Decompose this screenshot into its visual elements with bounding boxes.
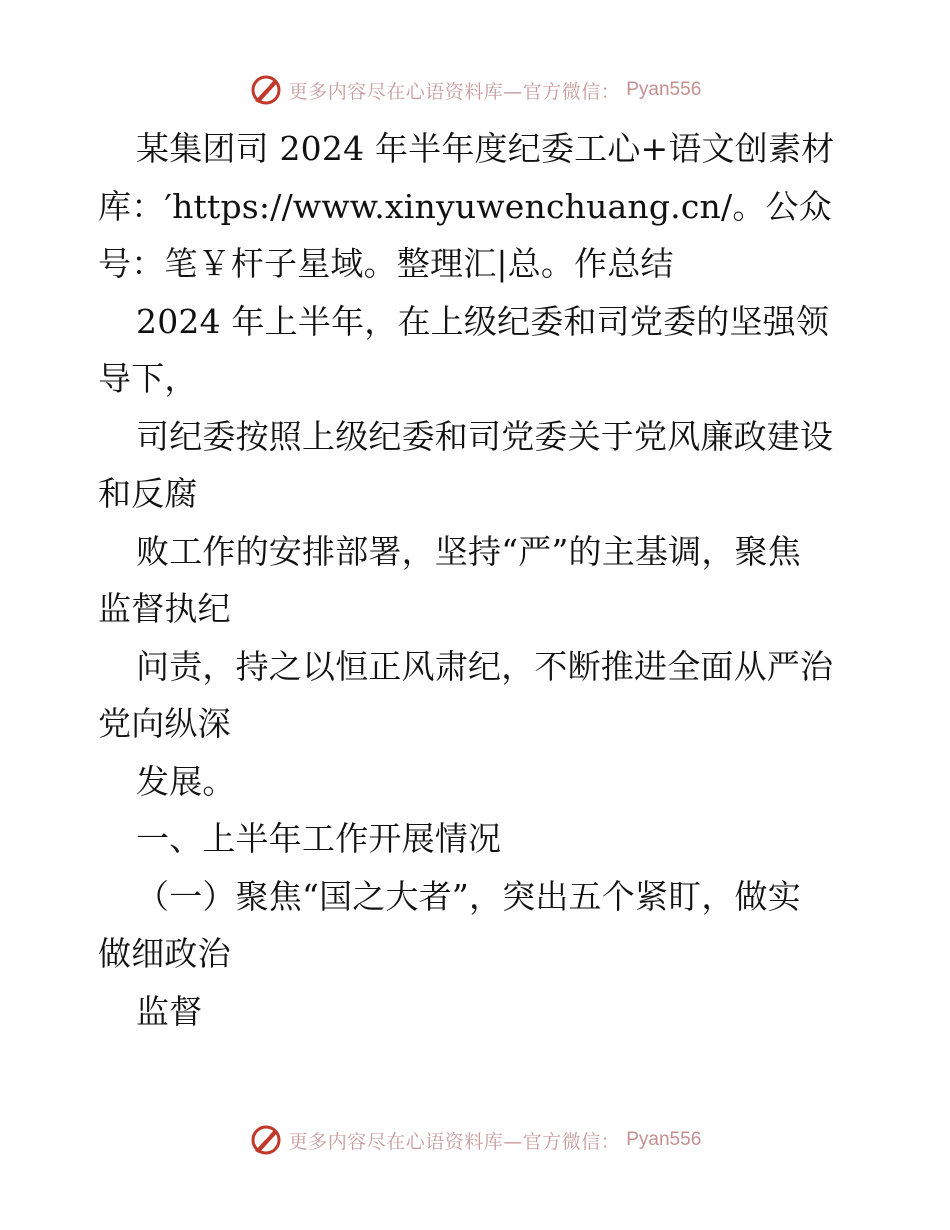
- text-line: 监督: [136, 991, 203, 1031]
- text-line: 库：′https://www.xinyuwenchuang.cn/。公众: [98, 186, 832, 226]
- footer-watermark-banner: [0, 1120, 950, 1160]
- text-line: 败工作的安排部署，坚持“严”的主基调，聚焦: [136, 531, 801, 571]
- text-line: 党向纵深: [98, 704, 231, 743]
- text-line: 司纪委按照上级纪委和司党委关于党风廉政建设: [136, 416, 834, 456]
- text-line: 号：笔￥杆子星域。整理汇|总。作总结: [98, 244, 674, 283]
- section-heading: 一、上半年工作开展情况: [136, 819, 502, 858]
- text-line: 导下，: [98, 359, 198, 398]
- quill-pen-circle-icon: [249, 1123, 283, 1157]
- banner-wechat-id: Pyan556: [626, 79, 702, 100]
- text-line: 2024 年上半年，在上级纪委和司党委的坚强领: [136, 301, 830, 341]
- text-line: 发展。: [136, 761, 236, 801]
- header-watermark-banner: [0, 70, 950, 110]
- text-line: 监督执纪: [98, 589, 231, 628]
- banner-text: 更多内容尽在心语资料库—官方微信：: [288, 1130, 621, 1153]
- text-line: 和反腐: [98, 474, 198, 513]
- banner-wechat-id: Pyan556: [626, 1129, 702, 1150]
- text-line: 问责，持之以恒正风肃纪，不断推进全面从严治: [136, 646, 834, 686]
- document-body: [98, 120, 858, 1040]
- text-line: 做细政治: [98, 934, 231, 973]
- quill-pen-circle-icon: [249, 73, 283, 107]
- text-line: 某集团司 2024 年半年度纪委工心+语文创素材: [136, 129, 835, 168]
- subsection-heading: （一）聚焦“国之大者”，突出五个紧盯，做实: [136, 876, 801, 916]
- banner-text: 更多内容尽在心语资料库—官方微信：: [288, 80, 621, 103]
